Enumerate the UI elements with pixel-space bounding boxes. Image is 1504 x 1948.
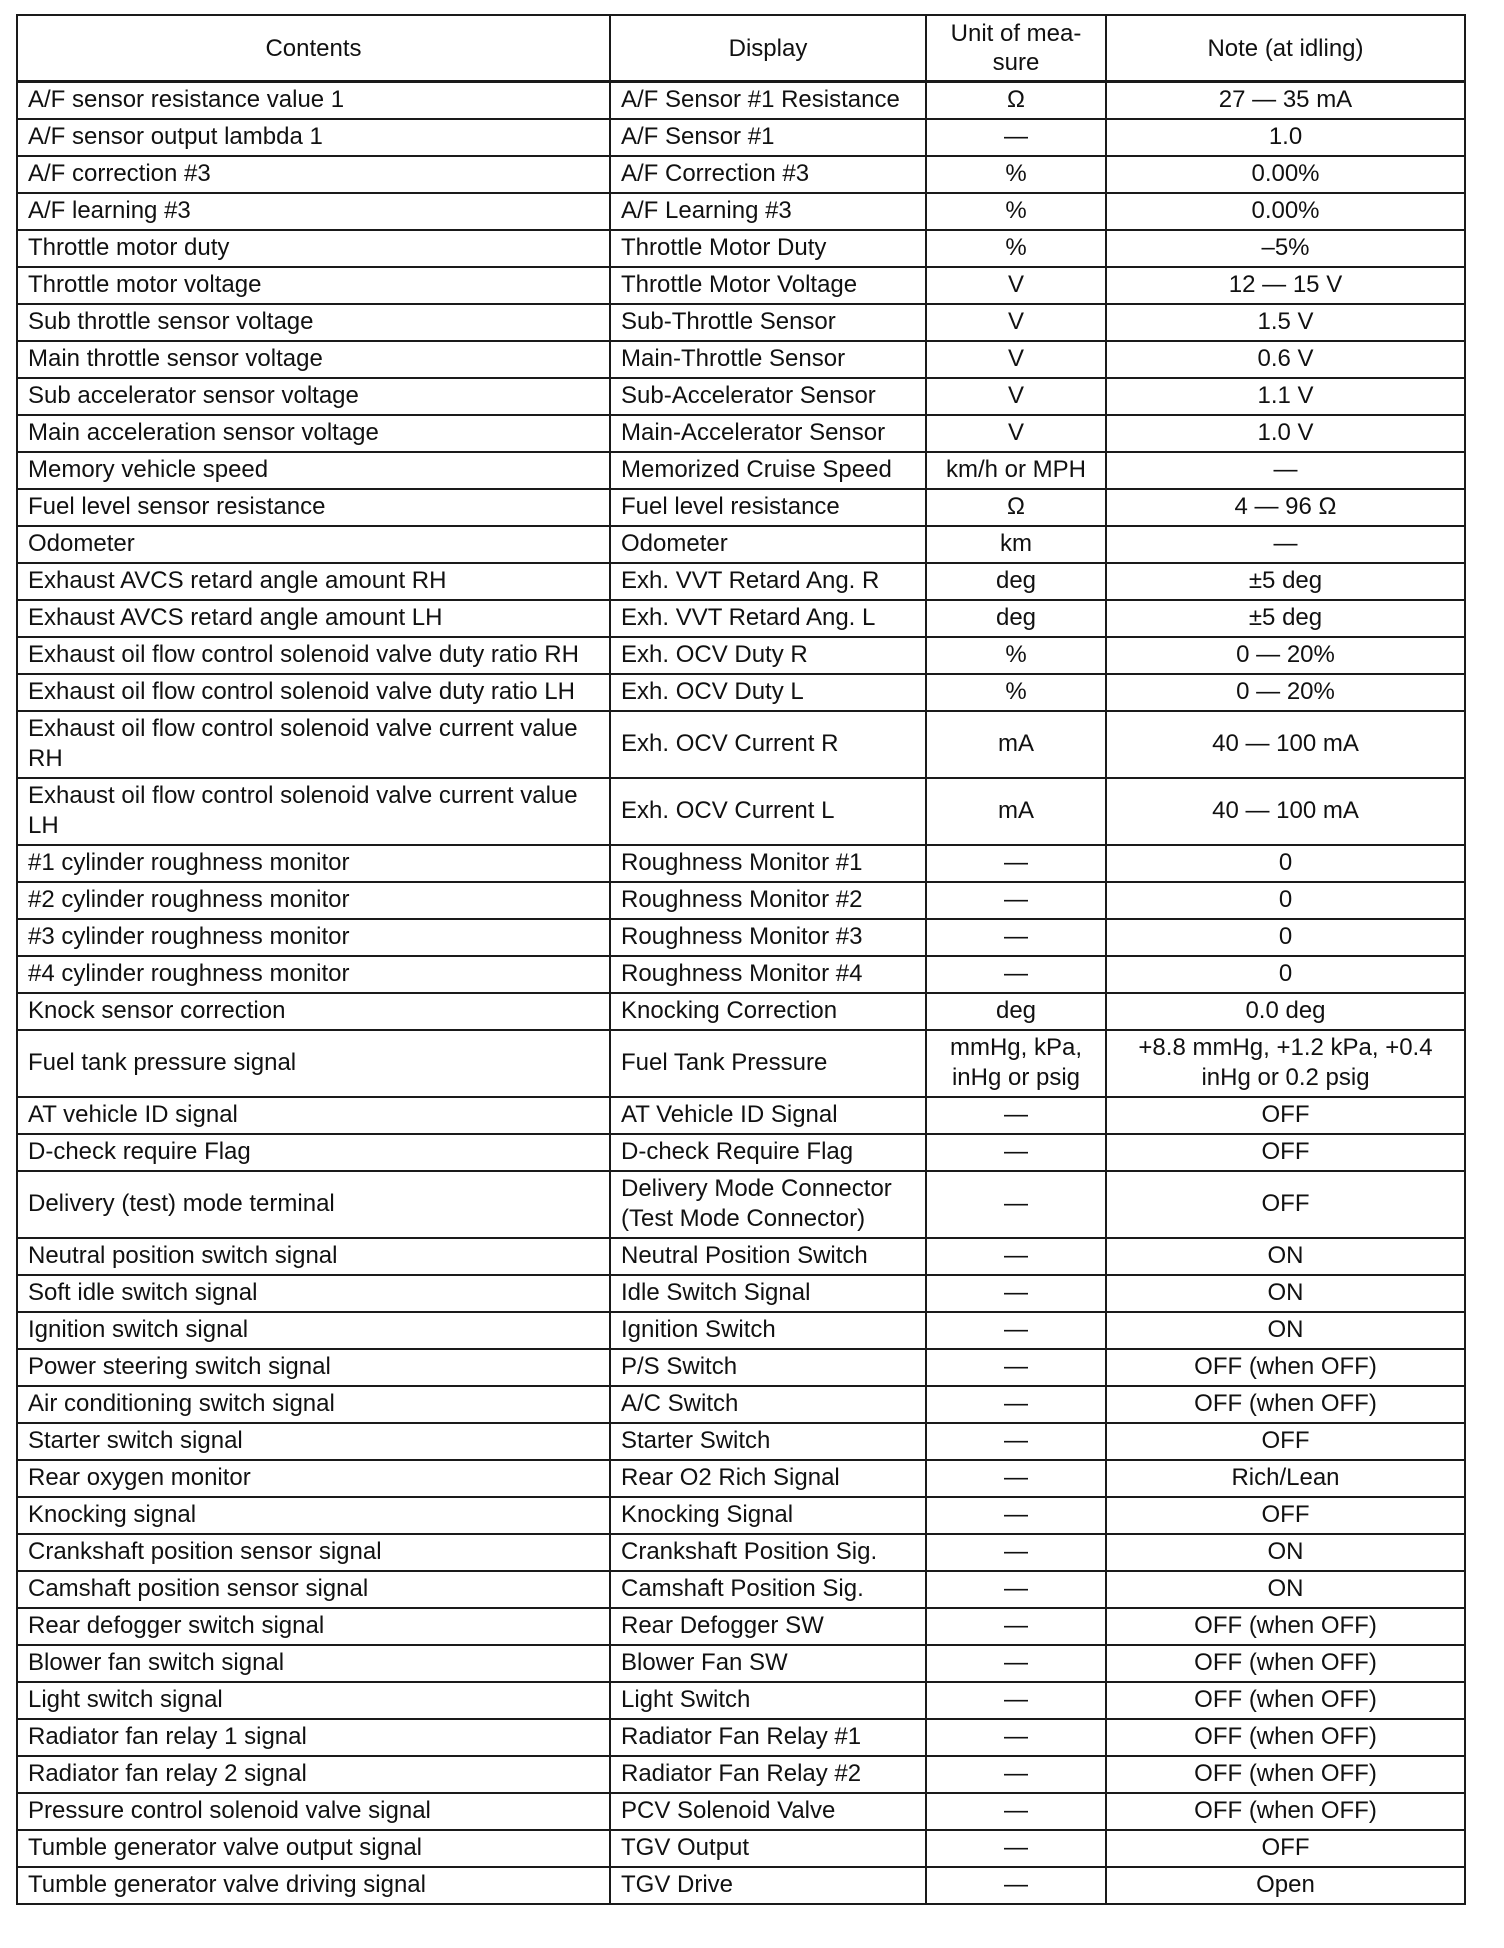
table-row (17, 956, 1465, 993)
cell-contents: Main acceleration sensor voltage (17, 415, 610, 452)
cell-unit: — (926, 956, 1106, 993)
cell-unit: — (926, 1171, 1106, 1238)
cell-note: 4 — 96 Ω (1106, 489, 1465, 526)
table-row (17, 993, 1465, 1030)
cell-display: Exh. OCV Current L (610, 778, 926, 845)
cell-note: 12 — 15 V (1106, 267, 1465, 304)
cell-unit: — (926, 119, 1106, 156)
cell-contents: A/F correction #3 (17, 156, 610, 193)
cell-contents: Ignition switch signal (17, 1312, 610, 1349)
cell-note: ON (1106, 1534, 1465, 1571)
cell-note: OFF (1106, 1423, 1465, 1460)
cell-note: Rich/Lean (1106, 1460, 1465, 1497)
cell-contents: Rear oxygen monitor (17, 1460, 610, 1497)
cell-note: 40 — 100 mA (1106, 778, 1465, 845)
cell-unit: % (926, 193, 1106, 230)
table-row (17, 304, 1465, 341)
table-row (17, 1645, 1465, 1682)
cell-display: TGV Drive (610, 1867, 926, 1904)
cell-display: Light Switch (610, 1682, 926, 1719)
table-row (17, 156, 1465, 193)
cell-display: Exh. VVT Retard Ang. R (610, 563, 926, 600)
cell-contents: Air conditioning switch signal (17, 1386, 610, 1423)
cell-contents: #3 cylinder roughness monitor (17, 919, 610, 956)
cell-unit: — (926, 1460, 1106, 1497)
cell-note: ON (1106, 1312, 1465, 1349)
cell-unit: % (926, 674, 1106, 711)
cell-display: P/S Switch (610, 1349, 926, 1386)
cell-unit: % (926, 637, 1106, 674)
cell-note: OFF (when OFF) (1106, 1793, 1465, 1830)
cell-note: ON (1106, 1238, 1465, 1275)
cell-display: Camshaft Position Sig. (610, 1571, 926, 1608)
cell-contents: Exhaust oil flow control solenoid valve current value RH (17, 711, 610, 778)
cell-unit: — (926, 1238, 1106, 1275)
cell-contents: Power steering switch signal (17, 1349, 610, 1386)
table-row (17, 1867, 1465, 1904)
cell-unit: — (926, 1349, 1106, 1386)
header-display: Display (610, 15, 926, 82)
table-row (17, 193, 1465, 230)
cell-unit: V (926, 304, 1106, 341)
cell-contents: Exhaust oil flow control solenoid valve current value LH (17, 778, 610, 845)
table-row (17, 489, 1465, 526)
cell-unit: — (926, 845, 1106, 882)
cell-note: 0.00% (1106, 193, 1465, 230)
table-row (17, 378, 1465, 415)
table-row (17, 341, 1465, 378)
cell-note: OFF (when OFF) (1106, 1719, 1465, 1756)
cell-display: Roughness Monitor #2 (610, 882, 926, 919)
cell-note: ON (1106, 1275, 1465, 1312)
cell-unit: deg (926, 993, 1106, 1030)
table-row (17, 1571, 1465, 1608)
table-row (17, 1386, 1465, 1423)
cell-note: ON (1106, 1571, 1465, 1608)
cell-unit: % (926, 156, 1106, 193)
cell-contents: #1 cylinder roughness monitor (17, 845, 610, 882)
cell-note: 40 — 100 mA (1106, 711, 1465, 778)
cell-unit: — (926, 1571, 1106, 1608)
table-row (17, 267, 1465, 304)
cell-note: –5% (1106, 230, 1465, 267)
cell-display: Knocking Signal (610, 1497, 926, 1534)
cell-contents: Memory vehicle speed (17, 452, 610, 489)
table-body (17, 82, 1465, 1904)
table-row (17, 845, 1465, 882)
cell-unit: V (926, 267, 1106, 304)
cell-contents: D-check require Flag (17, 1134, 610, 1171)
cell-contents: Main throttle sensor voltage (17, 341, 610, 378)
cell-unit: — (926, 1719, 1106, 1756)
cell-display: Radiator Fan Relay #2 (610, 1756, 926, 1793)
cell-display: TGV Output (610, 1830, 926, 1867)
cell-contents: Odometer (17, 526, 610, 563)
cell-display: Fuel level resistance (610, 489, 926, 526)
cell-display: Roughness Monitor #3 (610, 919, 926, 956)
table-row (17, 415, 1465, 452)
cell-unit: — (926, 1423, 1106, 1460)
cell-contents: Sub throttle sensor voltage (17, 304, 610, 341)
cell-note: 0 — 20% (1106, 674, 1465, 711)
cell-display: Exh. OCV Duty L (610, 674, 926, 711)
cell-unit: % (926, 230, 1106, 267)
cell-unit: — (926, 1608, 1106, 1645)
cell-note: — (1106, 526, 1465, 563)
cell-display: Memorized Cruise Speed (610, 452, 926, 489)
cell-unit: — (926, 1756, 1106, 1793)
cell-note: OFF (when OFF) (1106, 1386, 1465, 1423)
cell-display: Blower Fan SW (610, 1645, 926, 1682)
cell-display: Idle Switch Signal (610, 1275, 926, 1312)
cell-note: — (1106, 452, 1465, 489)
cell-unit: — (926, 1134, 1106, 1171)
cell-contents: Starter switch signal (17, 1423, 610, 1460)
cell-contents: Neutral position switch signal (17, 1238, 610, 1275)
cell-display: Roughness Monitor #1 (610, 845, 926, 882)
cell-note: 0 (1106, 845, 1465, 882)
cell-note: 0.6 V (1106, 341, 1465, 378)
cell-note: 27 — 35 mA (1106, 82, 1465, 119)
cell-contents: #2 cylinder roughness monitor (17, 882, 610, 919)
cell-note: OFF (when OFF) (1106, 1682, 1465, 1719)
table-row (17, 600, 1465, 637)
table-row (17, 711, 1465, 778)
table-row (17, 1238, 1465, 1275)
cell-unit: — (926, 1497, 1106, 1534)
cell-display: Starter Switch (610, 1423, 926, 1460)
cell-contents: A/F learning #3 (17, 193, 610, 230)
cell-note: 1.0 (1106, 119, 1465, 156)
cell-note: 1.1 V (1106, 378, 1465, 415)
cell-contents: AT vehicle ID signal (17, 1097, 610, 1134)
cell-display: Throttle Motor Voltage (610, 267, 926, 304)
cell-display: Throttle Motor Duty (610, 230, 926, 267)
cell-unit: — (926, 1386, 1106, 1423)
table-row (17, 563, 1465, 600)
cell-display: Exh. VVT Retard Ang. L (610, 600, 926, 637)
table-row (17, 1608, 1465, 1645)
cell-note: 0 (1106, 956, 1465, 993)
cell-note: OFF (1106, 1497, 1465, 1534)
table-row (17, 1756, 1465, 1793)
table-row (17, 526, 1465, 563)
cell-unit: — (926, 919, 1106, 956)
cell-note: +8.8 mmHg, +1.2 kPa, +0.4 inHg or 0.2 psig (1106, 1030, 1465, 1097)
cell-display: A/F Sensor #1 Resistance (610, 82, 926, 119)
table-row (17, 1097, 1465, 1134)
cell-contents: Crankshaft position sensor signal (17, 1534, 610, 1571)
cell-contents: A/F sensor output lambda 1 (17, 119, 610, 156)
cell-note: 0.00% (1106, 156, 1465, 193)
cell-unit: deg (926, 563, 1106, 600)
table-row (17, 1349, 1465, 1386)
cell-contents: Light switch signal (17, 1682, 610, 1719)
table-row (17, 1423, 1465, 1460)
table-row (17, 1793, 1465, 1830)
cell-display: A/F Learning #3 (610, 193, 926, 230)
cell-note: 1.0 V (1106, 415, 1465, 452)
cell-unit: km (926, 526, 1106, 563)
cell-unit: Ω (926, 489, 1106, 526)
cell-unit: — (926, 1534, 1106, 1571)
table-row (17, 674, 1465, 711)
cell-note: 0.0 deg (1106, 993, 1465, 1030)
cell-note: OFF (when OFF) (1106, 1349, 1465, 1386)
cell-note: 0 (1106, 882, 1465, 919)
cell-contents: #4 cylinder roughness monitor (17, 956, 610, 993)
header-row (17, 15, 1465, 82)
cell-unit: Ω (926, 82, 1106, 119)
cell-display: Fuel Tank Pressure (610, 1030, 926, 1097)
cell-note: OFF (1106, 1830, 1465, 1867)
table-row (17, 1312, 1465, 1349)
cell-note: ±5 deg (1106, 600, 1465, 637)
cell-contents: Delivery (test) mode terminal (17, 1171, 610, 1238)
cell-contents: Throttle motor duty (17, 230, 610, 267)
table-row (17, 119, 1465, 156)
header-unit (926, 15, 1106, 82)
cell-unit: — (926, 1867, 1106, 1904)
cell-display: Neutral Position Switch (610, 1238, 926, 1275)
cell-display: Radiator Fan Relay #1 (610, 1719, 926, 1756)
cell-display: Sub-Throttle Sensor (610, 304, 926, 341)
cell-contents: Exhaust AVCS retard angle amount LH (17, 600, 610, 637)
cell-note: OFF (1106, 1134, 1465, 1171)
cell-contents: A/F sensor resistance value 1 (17, 82, 610, 119)
table-row (17, 1134, 1465, 1171)
cell-unit: — (926, 1645, 1106, 1682)
cell-note: OFF (when OFF) (1106, 1645, 1465, 1682)
cell-display: Exh. OCV Duty R (610, 637, 926, 674)
cell-contents: Soft idle switch signal (17, 1275, 610, 1312)
cell-unit: mA (926, 711, 1106, 778)
cell-contents: Exhaust oil flow control solenoid valve duty ratio RH (17, 637, 610, 674)
cell-note: 0 (1106, 919, 1465, 956)
header-unit-line1: Unit of mea- (950, 20, 1082, 47)
table-header (17, 15, 1465, 82)
cell-display: Main-Accelerator Sensor (610, 415, 926, 452)
cell-contents: Knock sensor correction (17, 993, 610, 1030)
cell-unit: V (926, 415, 1106, 452)
cell-display: AT Vehicle ID Signal (610, 1097, 926, 1134)
table-row (17, 1719, 1465, 1756)
cell-display: A/F Sensor #1 (610, 119, 926, 156)
cell-note: OFF (1106, 1171, 1465, 1238)
cell-contents: Radiator fan relay 2 signal (17, 1756, 610, 1793)
cell-contents: Exhaust oil flow control solenoid valve duty ratio LH (17, 674, 610, 711)
cell-display: Sub-Accelerator Sensor (610, 378, 926, 415)
cell-contents: Fuel level sensor resistance (17, 489, 610, 526)
cell-contents: Blower fan switch signal (17, 1645, 610, 1682)
table-row (17, 1682, 1465, 1719)
table-row (17, 919, 1465, 956)
cell-note: OFF (1106, 1097, 1465, 1134)
cell-unit: mA (926, 778, 1106, 845)
cell-display: Rear O2 Rich Signal (610, 1460, 926, 1497)
cell-display: Exh. OCV Current R (610, 711, 926, 778)
cell-display: Odometer (610, 526, 926, 563)
cell-unit: mmHg, kPa, inHg or psig (926, 1030, 1106, 1097)
cell-unit: V (926, 378, 1106, 415)
cell-unit: — (926, 882, 1106, 919)
cell-display: Crankshaft Position Sig. (610, 1534, 926, 1571)
cell-contents: Exhaust AVCS retard angle amount RH (17, 563, 610, 600)
table-row (17, 1830, 1465, 1867)
cell-contents: Knocking signal (17, 1497, 610, 1534)
cell-contents: Pressure control solenoid valve signal (17, 1793, 610, 1830)
cell-contents: Tumble generator valve output signal (17, 1830, 610, 1867)
cell-display: Ignition Switch (610, 1312, 926, 1349)
table-row (17, 230, 1465, 267)
cell-unit: — (926, 1682, 1106, 1719)
cell-display: Roughness Monitor #4 (610, 956, 926, 993)
header-contents: Contents (17, 15, 610, 82)
cell-note: 0 — 20% (1106, 637, 1465, 674)
cell-note: Open (1106, 1867, 1465, 1904)
table-row (17, 1171, 1465, 1238)
table-row (17, 82, 1465, 119)
table-row (17, 882, 1465, 919)
table-row (17, 1030, 1465, 1097)
cell-contents: Rear defogger switch signal (17, 1608, 610, 1645)
table-row (17, 1534, 1465, 1571)
cell-note: OFF (when OFF) (1106, 1608, 1465, 1645)
table-row (17, 1460, 1465, 1497)
header-unit-line2: sure (992, 49, 1040, 76)
cell-contents: Camshaft position sensor signal (17, 1571, 610, 1608)
cell-note: 1.5 V (1106, 304, 1465, 341)
cell-unit: — (926, 1830, 1106, 1867)
cell-contents: Radiator fan relay 1 signal (17, 1719, 610, 1756)
cell-display: A/C Switch (610, 1386, 926, 1423)
parameter-table (16, 14, 1466, 1905)
table-row (17, 778, 1465, 845)
cell-display: A/F Correction #3 (610, 156, 926, 193)
table-row (17, 1275, 1465, 1312)
cell-contents: Fuel tank pressure signal (17, 1030, 610, 1097)
cell-unit: km/h or MPH (926, 452, 1106, 489)
cell-display: PCV Solenoid Valve (610, 1793, 926, 1830)
table-row (17, 1497, 1465, 1534)
table-row (17, 452, 1465, 489)
cell-display: Main-Throttle Sensor (610, 341, 926, 378)
cell-unit: deg (926, 600, 1106, 637)
cell-unit: — (926, 1097, 1106, 1134)
cell-unit: — (926, 1275, 1106, 1312)
cell-unit: V (926, 341, 1106, 378)
cell-contents: Throttle motor voltage (17, 267, 610, 304)
cell-contents: Sub accelerator sensor voltage (17, 378, 610, 415)
cell-unit: — (926, 1793, 1106, 1830)
cell-contents: Tumble generator valve driving signal (17, 1867, 610, 1904)
cell-note: ±5 deg (1106, 563, 1465, 600)
cell-unit: — (926, 1312, 1106, 1349)
cell-display: Rear Defogger SW (610, 1608, 926, 1645)
cell-display: Knocking Correction (610, 993, 926, 1030)
cell-note: OFF (when OFF) (1106, 1756, 1465, 1793)
table-row (17, 637, 1465, 674)
header-note: Note (at idling) (1106, 15, 1465, 82)
cell-display: Delivery Mode Connector (Test Mode Connector) (610, 1171, 926, 1238)
cell-display: D-check Require Flag (610, 1134, 926, 1171)
